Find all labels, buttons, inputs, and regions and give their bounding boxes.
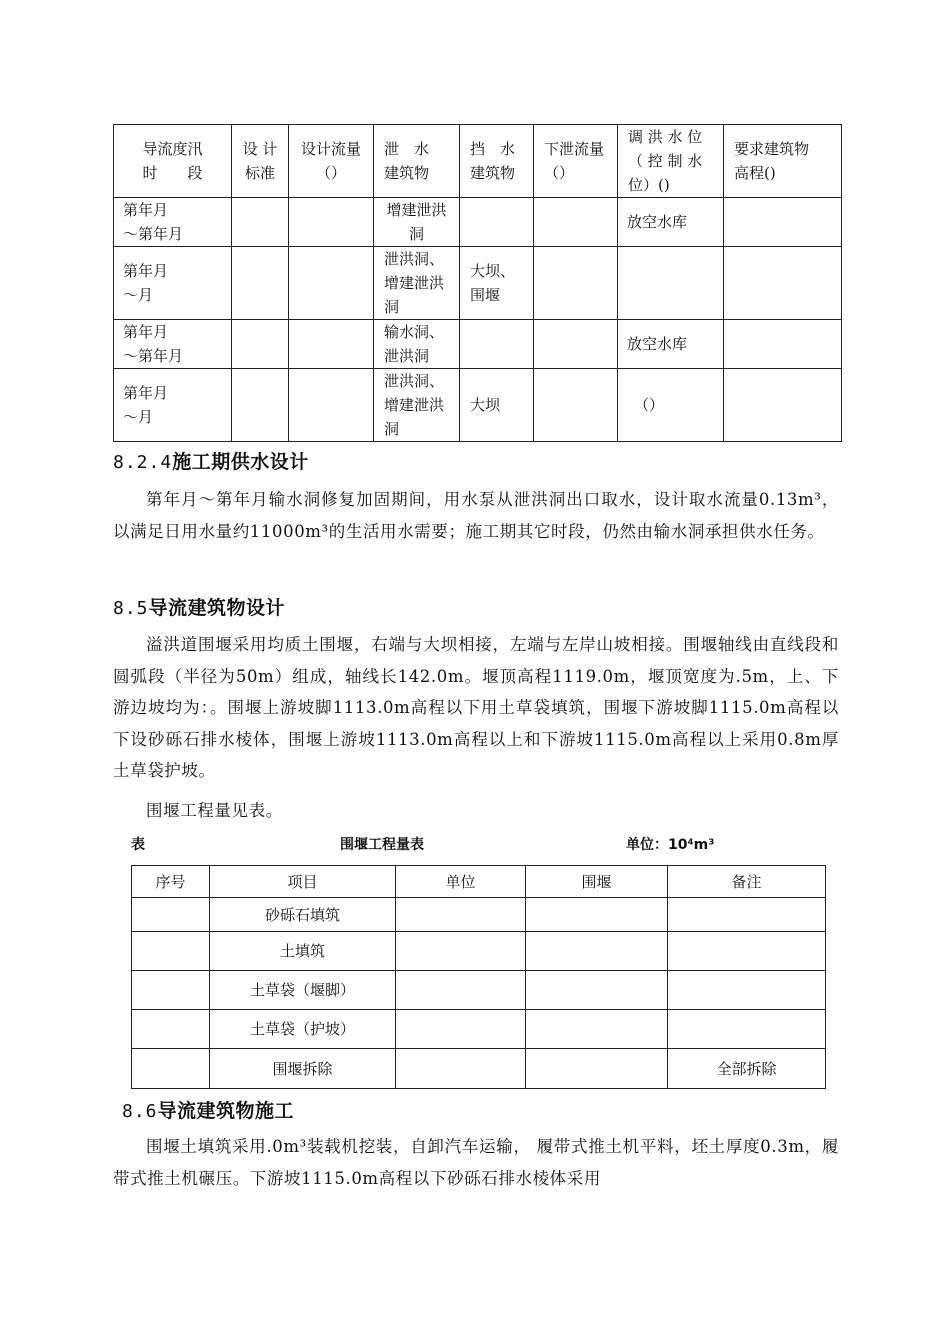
standard-cell [232,247,289,320]
header-period: 导流度汛 时 段 [114,125,232,198]
table-row [132,971,826,1010]
quantity-cell [526,971,668,1010]
table-row [132,898,826,932]
flood-level-cell: 放空水库 [618,320,724,369]
discharge-structure-cell: 泄洪洞、 增建泄洪 洞 [374,247,460,320]
retaining-structure-cell: 大坝、 围堰 [460,247,534,320]
remark-cell [668,932,826,971]
section-85-body: 溢洪道围堰采用均质土围堰，右端与大坝相接，左端与左岸山坡相接。围堰轴线由直线段和圆弧段（半径为50m）组成，轴线长142.0m。堰顶高程1119.0m，堰顶宽度为.5m，上、下游边坡均为：。围堰上游坡脚1113.0m高程以下用土草袋填筑，围堰下游坡脚1115.0m高程以下设砂砾石排水棱体，围堰上游坡1113.0m高程以上和下游坡1115.0m高程以上采用0.8m厚土草袋护坡。 [113,635,839,780]
table-row [114,198,842,247]
unit-cell [396,898,526,932]
section-824-body: 第年月～第年月输水洞修复加固期间，用水泵从泄洪洞出口取水，设计取水流量0.13m³，以满足日用水量约11000m³的生活用水需要；施工期其它时段，仍然由输水洞承担供水任务。 [113,490,839,541]
flow-cell [289,320,374,369]
table-row [132,932,826,971]
retaining-structure-cell [460,320,534,369]
flow-cell [289,198,374,247]
header-cofferdam: 围堰 [526,866,668,898]
table-header-row [114,125,842,198]
header-retaining-structure: 挡 水 建筑物 [460,125,534,198]
outflow-cell [534,320,618,369]
unit-cell [396,1049,526,1089]
period-cell: 第年月 ～第年月 [114,198,232,247]
outflow-cell [534,247,618,320]
elevation-cell [724,247,842,320]
header-discharge-structure: 泄 水 建筑物 [374,125,460,198]
no-cell [132,1049,210,1089]
item-cell: 砂砾石填筑 [210,898,396,932]
section-86-heading [122,1096,294,1123]
item-cell: 土草袋（护坡） [210,1010,396,1049]
period-cell: 第年月 ～月 [114,369,232,442]
outflow-cell [534,198,618,247]
remark-cell [668,1010,826,1049]
elevation-cell [724,369,842,442]
header-flow: 设计流量 （） [289,125,374,198]
no-cell [132,1010,210,1049]
section-86-body: 围堰土填筑采用.0m³装载机挖装，自卸汽车运输， 履带式推土机平料，坯土厚度0.3m，履带式推土机碾压。下游坡1115.0m高程以下砂砾石排水棱体采用 [113,1137,839,1188]
section-85-heading [113,593,285,620]
header-no: 序号 [132,866,210,898]
outflow-cell [534,369,618,442]
quantity-cell [526,1049,668,1089]
section-85-title: 导流建筑物设计 [148,597,286,619]
header-unit: 单位 [396,866,526,898]
quantity-cell [526,1010,668,1049]
cofferdam-quantity-table [131,865,826,1089]
table-row [114,320,842,369]
section-85-note: 围堰工程量见表。 [146,801,283,820]
remark-cell: 全部拆除 [668,1049,826,1089]
header-standard: 设 计 标准 [232,125,289,198]
header-outflow: 下泄流量 （） [534,125,618,198]
section-86-number: 8.6 [122,1101,158,1122]
section-824-title: 施工期供水设计 [172,451,309,473]
flood-level-cell: （） [618,369,724,442]
item-cell: 土填筑 [210,932,396,971]
standard-cell [232,320,289,369]
header-remark: 备注 [668,866,826,898]
flood-level-cell: 放空水库 [618,198,724,247]
unit-cell [396,932,526,971]
table-label: 表 [131,837,145,853]
retaining-structure-cell: 大坝 [460,369,534,442]
no-cell [132,932,210,971]
table-unit: 单位：10⁴m³ [626,837,715,853]
table-row [132,1010,826,1049]
period-cell: 第年月 ～第年月 [114,320,232,369]
quantity-cell [526,898,668,932]
standard-cell [232,198,289,247]
header-item: 项目 [210,866,396,898]
retaining-structure-cell [460,198,534,247]
no-cell [132,898,210,932]
table-title: 围堰工程量表 [340,837,424,853]
elevation-cell [724,198,842,247]
unit-cell [396,971,526,1010]
flow-cell [289,369,374,442]
table-row [114,247,842,320]
remark-cell [668,898,826,932]
discharge-structure-cell: 泄洪洞、 增建泄洪 洞 [374,369,460,442]
unit-cell [396,1010,526,1049]
discharge-structure-cell: 输水洞、 泄洪洞 [374,320,460,369]
flow-cell [289,247,374,320]
header-elevation: 要求建筑物 高程() [724,125,842,198]
diversion-table [113,124,842,442]
table-row [114,369,842,442]
no-cell [132,971,210,1010]
section-86-title: 导流建筑物施工 [157,1100,295,1122]
period-cell: 第年月 ～月 [114,247,232,320]
item-cell: 围堰拆除 [210,1049,396,1089]
discharge-structure-cell: 增建泄洪 洞 [374,198,460,247]
table-header-row [132,866,826,898]
item-cell: 土草袋（堰脚） [210,971,396,1010]
quantity-cell [526,932,668,971]
section-824-number: 8.2.4 [113,452,173,473]
standard-cell [232,369,289,442]
flood-level-cell [618,247,724,320]
header-flood-level: 调 洪 水 位 （ 控 制 水 位）() [618,125,724,198]
remark-cell [668,971,826,1010]
elevation-cell [724,320,842,369]
table-row [132,1049,826,1089]
section-824-heading [113,447,309,474]
section-85-number: 8.5 [113,598,149,619]
